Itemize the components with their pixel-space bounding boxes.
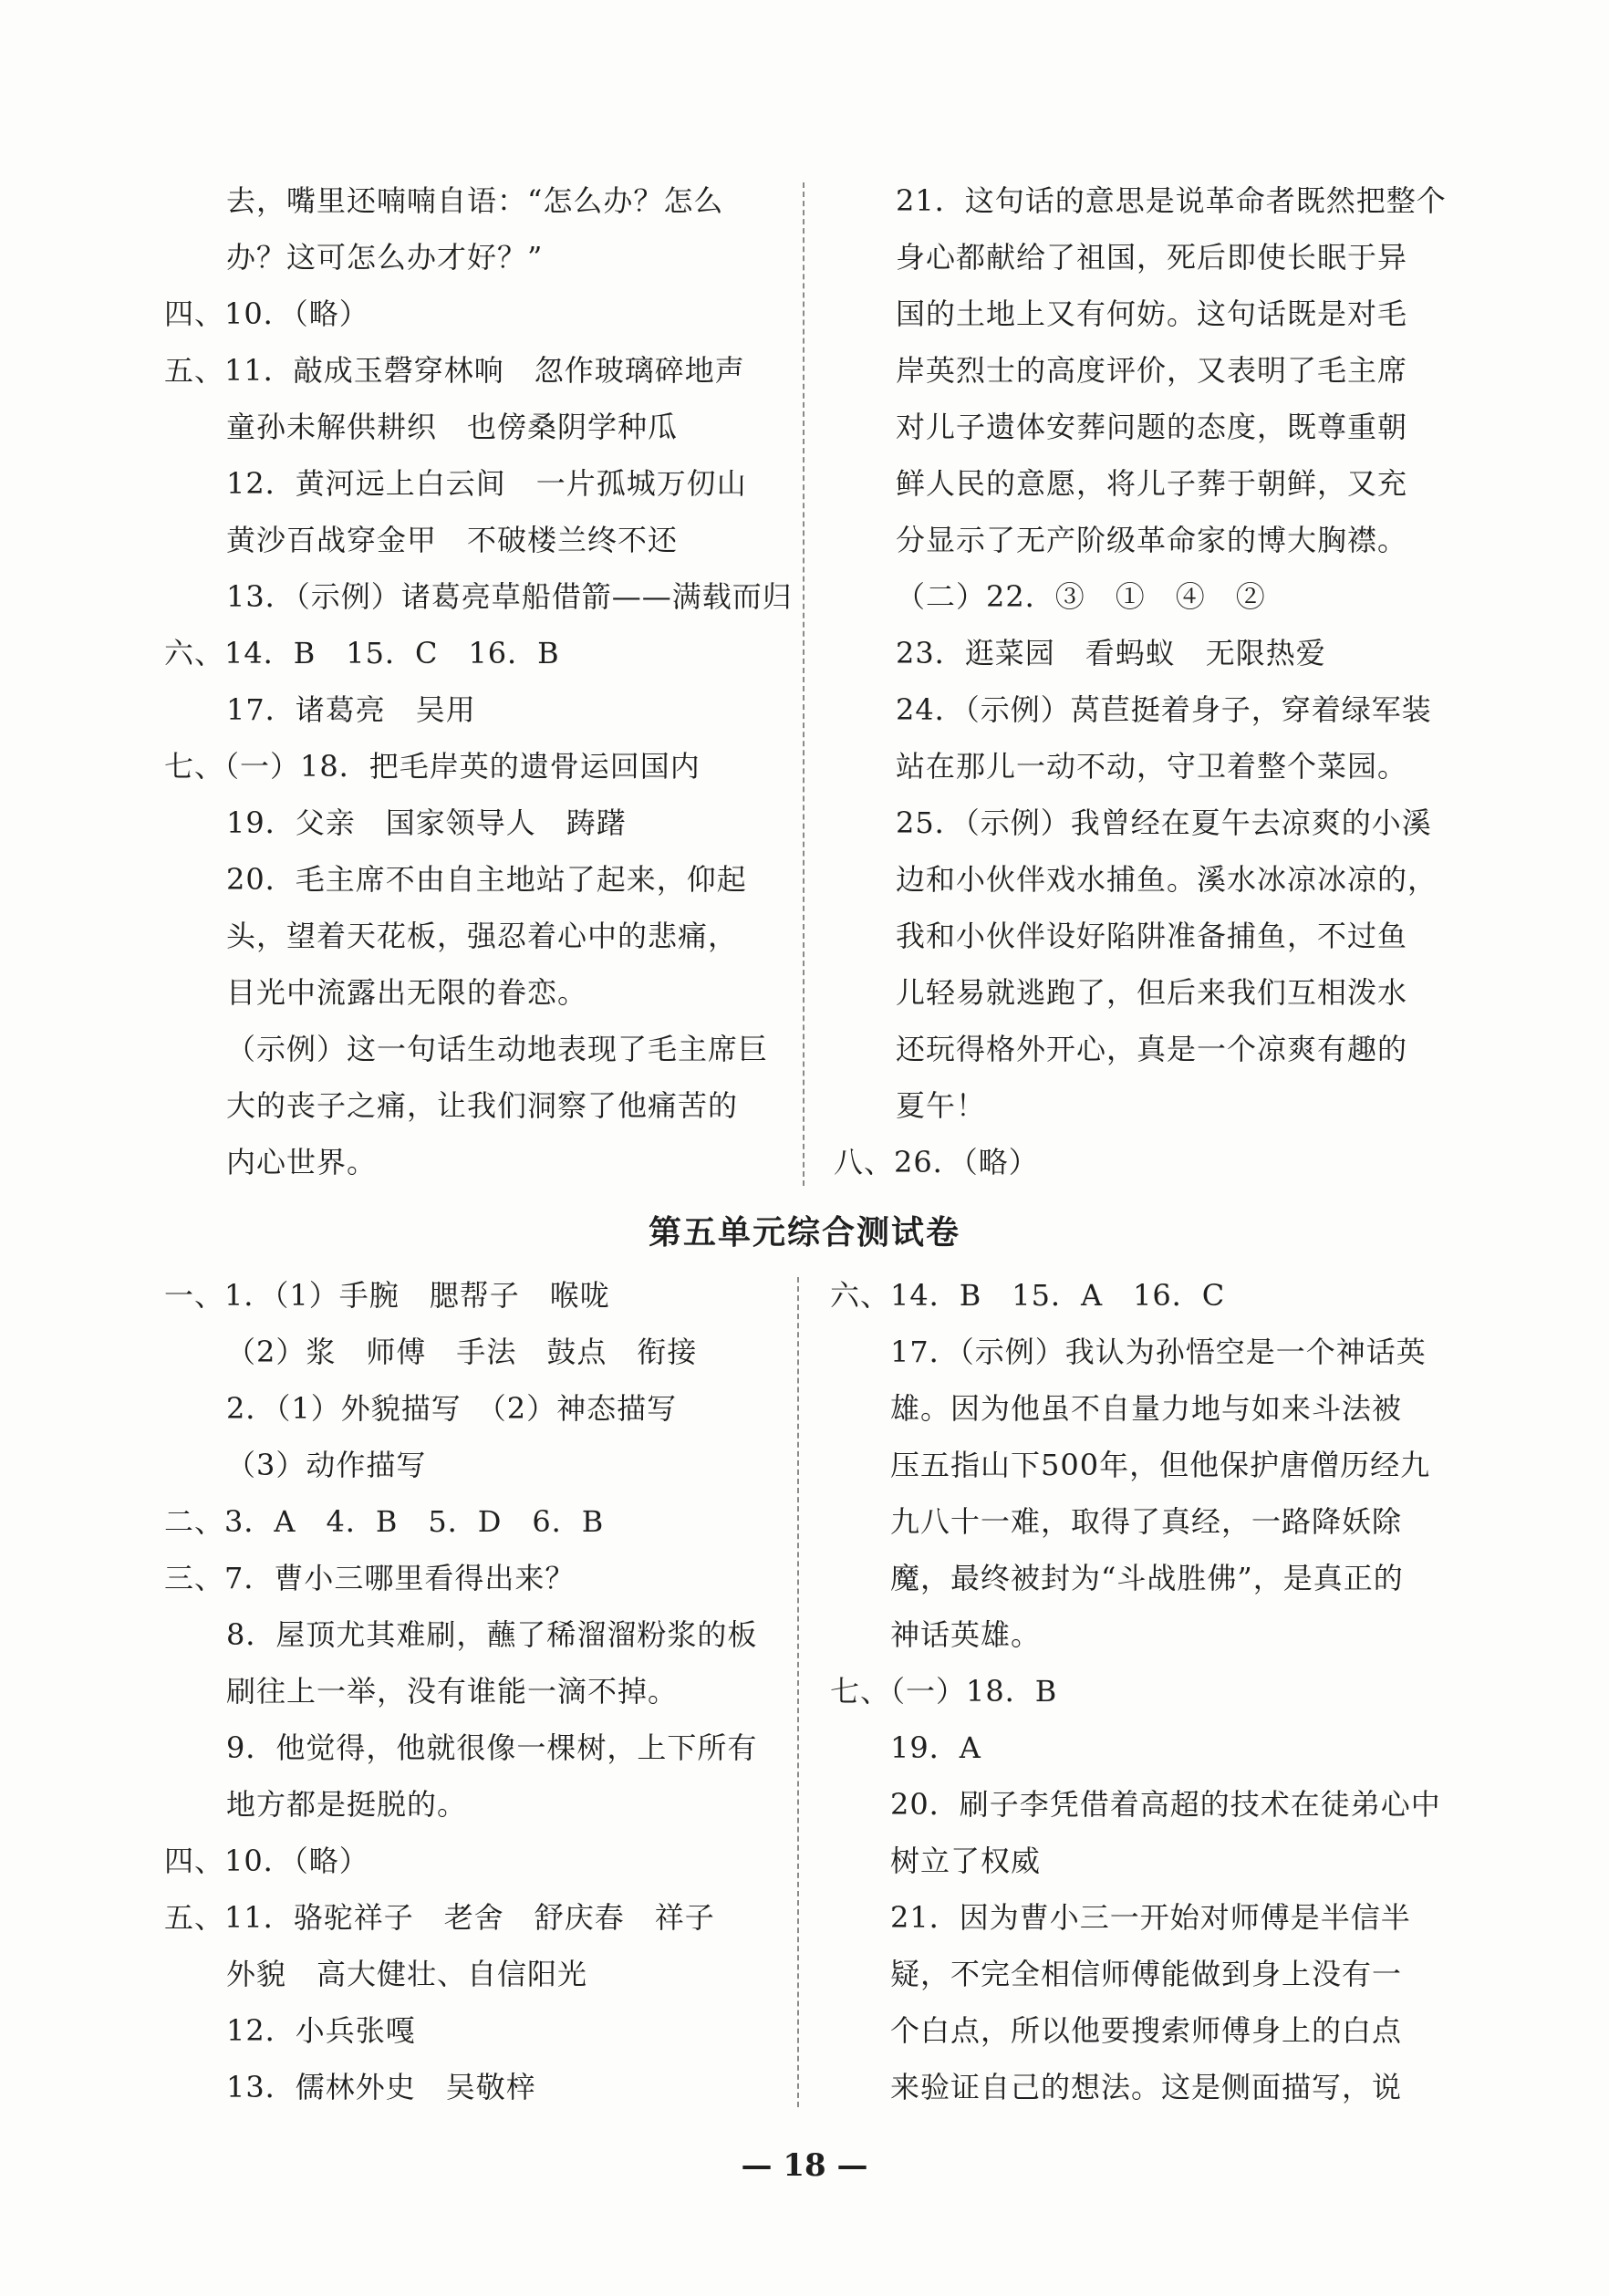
answer-line: 办？这可怎么办才好？” <box>226 240 544 275</box>
answer-line: 还玩得格外开心，真是一个凉爽有趣的 <box>896 1032 1408 1066</box>
answer-line: 24．（示例）莴苣挺着身子，穿着绿军装 <box>896 692 1432 727</box>
answer-line: 刷往上一举，没有谁能一滴不掉。 <box>226 1674 679 1709</box>
answer-line: 23．逛菜园 看蚂蚁 无限热爱 <box>896 636 1326 670</box>
answer-line: 五、11．敲成玉磬穿林响 忽作玻璃碎地声 <box>164 353 745 388</box>
answer-line: 压五指山下500年，但他保护唐僧历经九 <box>890 1448 1431 1482</box>
column-divider <box>797 1277 799 2107</box>
answer-line: 13．儒林外史 吴敬梓 <box>226 2070 536 2104</box>
answer-line: 地方都是挺脱的。 <box>226 1787 468 1822</box>
answer-line: 魔，最终被封为“斗战胜佛”，是真正的 <box>890 1561 1404 1595</box>
answer-line: 黄沙百战穿金甲 不破楼兰终不还 <box>226 523 679 557</box>
answer-line: 四、10．（略） <box>164 296 369 331</box>
answer-line: 对儿子遗体安葬问题的态度，既尊重朝 <box>896 410 1408 444</box>
answer-line: 岸英烈士的高度评价，又表明了毛主席 <box>896 353 1408 388</box>
answer-line: 25．（示例）我曾经在夏午去凉爽的小溪 <box>896 805 1432 840</box>
column-divider <box>803 182 804 1186</box>
answer-line: 三、7．曹小三哪里看得出来？ <box>164 1561 576 1595</box>
answer-line: 来验证自己的想法。这是侧面描写，说 <box>890 2070 1403 2104</box>
answer-line: 儿轻易就逃跑了，但后来我们互相泼水 <box>896 975 1408 1010</box>
answer-line: （二）22．③ ① ④ ② <box>896 579 1266 614</box>
answer-line: 五、11．骆驼祥子 老舍 舒庆春 祥子 <box>164 1900 715 1935</box>
answer-line: 21．这句话的意思是说革命者既然把整个 <box>896 183 1447 218</box>
answer-line: 17．（示例）我认为孙悟空是一个神话英 <box>890 1335 1427 1369</box>
answer-line: 六、14．B 15．C 16．B <box>164 636 560 670</box>
answer-line: 19．父亲 国家领导人 踌躇 <box>226 805 627 840</box>
answer-line: （示例）这一句话生动地表现了毛主席巨 <box>226 1032 769 1066</box>
answer-line: 20．刷子李凭借着高超的技术在徒弟心中 <box>890 1787 1441 1822</box>
answer-line: 9．他觉得，他就很像一棵树，上下所有 <box>226 1730 758 1765</box>
answer-line: 六、14．B 15．A 16．C <box>830 1278 1226 1313</box>
answer-line: 我和小伙伴设好陷阱准备捕鱼，不过鱼 <box>896 919 1408 953</box>
answer-line: 站在那儿一动不动，守卫着整个菜园。 <box>896 749 1408 784</box>
answer-line: 四、10．（略） <box>164 1844 369 1878</box>
answer-line: 17．诸葛亮 吴用 <box>226 692 476 727</box>
answer-line: 13．（示例）诸葛亮草船借箭——满载而归 <box>226 579 793 614</box>
answer-line: 8．屋顶尤其难刷，蘸了稀溜溜粉浆的板 <box>226 1617 758 1652</box>
answer-line: 19．A <box>890 1730 981 1765</box>
page-number: — 18 — <box>741 2147 868 2184</box>
answer-line: 外貌 高大健壮、自信阳光 <box>226 1957 588 1991</box>
answer-line: 童孙未解供耕织 也傍桑阴学种瓜 <box>226 410 679 444</box>
answer-line: 边和小伙伴戏水捕鱼。溪水冰凉冰凉的， <box>896 862 1438 897</box>
answer-line: （2）浆 师傅 手法 鼓点 衔接 <box>226 1335 698 1369</box>
answer-line: 分显示了无产阶级革命家的博大胸襟。 <box>896 523 1408 557</box>
answer-line: 国的土地上又有何妨。这句话既是对毛 <box>896 296 1408 331</box>
answer-line: 夏午！ <box>896 1088 987 1123</box>
answer-line: 神话英雄。 <box>890 1617 1042 1652</box>
answer-line: 七、（一）18．把毛岸英的遗骨运回国内 <box>164 749 701 784</box>
answer-line: 九八十一难，取得了真经，一路降妖除 <box>890 1504 1403 1539</box>
answer-line: 目光中流露出无限的眷恋。 <box>226 975 588 1010</box>
answer-line: 二、3．A 4．B 5．D 6．B <box>164 1504 605 1539</box>
answer-line: 2．（1）外貌描写 （2）神态描写 <box>226 1391 678 1426</box>
answer-line: 树立了权威 <box>890 1844 1042 1878</box>
answer-line: 疑，不完全相信师傅能做到身上没有一 <box>890 1957 1403 1991</box>
answer-line: 大的丧子之痛，让我们洞察了他痛苦的 <box>226 1088 739 1123</box>
answer-line: 七、（一）18．B <box>830 1674 1058 1709</box>
answer-line: 鲜人民的意愿，将儿子葬于朝鲜，又充 <box>896 466 1408 501</box>
answer-line: 21．因为曹小三一开始对师傅是半信半 <box>890 1900 1411 1935</box>
answer-line: 身心都献给了祖国，死后即使长眠于异 <box>896 240 1408 275</box>
answer-line: （3）动作描写 <box>226 1448 427 1482</box>
answer-line: 雄。因为他虽不自量力地与如来斗法被 <box>890 1391 1403 1426</box>
answer-line: 个白点，所以他要搜索师傅身上的白点 <box>890 2013 1403 2048</box>
section-title: 第五单元综合测试卷 <box>648 1214 960 1252</box>
answer-line: 头，望着天花板，强忍着心中的悲痛， <box>226 919 739 953</box>
answer-line: 12．黄河远上白云间 一片孤城万仞山 <box>226 466 747 501</box>
answer-line: 一、1．（1）手腕 腮帮子 喉咙 <box>164 1278 610 1313</box>
answer-line: 内心世界。 <box>226 1145 378 1179</box>
answer-line: 12．小兵张嘎 <box>226 2013 416 2048</box>
answer-line: 20．毛主席不由自主地站了起来，仰起 <box>226 862 747 897</box>
answer-line: 去，嘴里还喃喃自语：“怎么办？怎么 <box>226 183 724 218</box>
answer-line: 八、26．（略） <box>834 1145 1039 1179</box>
